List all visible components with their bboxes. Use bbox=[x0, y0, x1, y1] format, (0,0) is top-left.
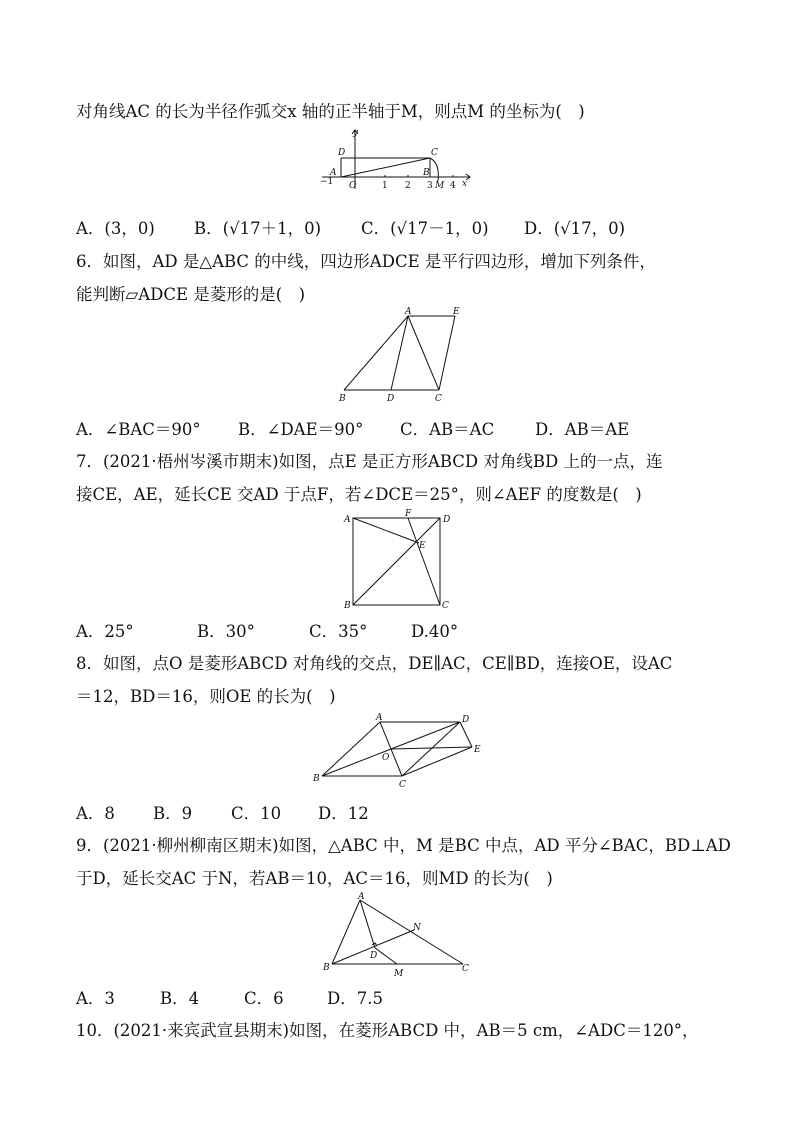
label-y: y bbox=[353, 128, 359, 138]
q8-option-b[interactable]: B．9 bbox=[153, 804, 193, 823]
q5-coordinate-figure bbox=[318, 125, 478, 193]
q7-option-c[interactable]: C．35° bbox=[309, 622, 368, 641]
label-A: A bbox=[376, 713, 383, 723]
label-N: N bbox=[413, 923, 421, 933]
label-B: B bbox=[339, 394, 346, 404]
segment-AD bbox=[360, 900, 375, 948]
label-O: O bbox=[349, 181, 357, 191]
q5-option-c[interactable]: C．(√17－1，0) bbox=[361, 219, 489, 238]
q7-line-2: 接CE，AE，延长CE 交AD 于点F，若∠DCE＝25°，则∠AEF 的度数是( ) bbox=[76, 485, 642, 504]
q7-option-d[interactable]: D.40° bbox=[411, 622, 459, 641]
segment-CF bbox=[408, 518, 440, 605]
tick-2: 2 bbox=[405, 181, 411, 191]
q9-line-1: 9．(2021·柳州柳南区期末)如图，△ABC 中，M 是BC 中点，AD 平分∠BAC，BD⊥AD bbox=[76, 836, 731, 855]
arc-CM bbox=[430, 158, 438, 181]
label-B: B bbox=[323, 963, 330, 973]
label-O: O bbox=[382, 753, 390, 763]
q5-option-d[interactable]: D．(√17，0) bbox=[524, 219, 626, 238]
tick-1: 1 bbox=[382, 181, 388, 191]
label-C: C bbox=[431, 148, 438, 158]
q6-line-1: 6．如图，AD 是△ABC 的中线，四边形ADCE 是平行四边形，增加下列条件， bbox=[76, 252, 656, 271]
label-E: E bbox=[474, 745, 481, 755]
q7-option-b[interactable]: B．30° bbox=[197, 622, 255, 641]
label-D: D bbox=[387, 394, 395, 404]
q8-line-1: 8．如图，点O 是菱形ABCD 对角线的交点，DE∥AC，CE∥BD，连接OE，设AC bbox=[76, 654, 673, 673]
q8-line-2: ＝12，BD＝16，则OE 的长为( ) bbox=[76, 687, 336, 706]
label-D: D bbox=[462, 715, 470, 725]
label-A: A bbox=[358, 892, 365, 902]
segment-AB bbox=[344, 316, 408, 390]
label-D: D bbox=[338, 148, 346, 158]
q9-option-a[interactable]: A．3 bbox=[76, 989, 115, 1008]
tick-3: 3 bbox=[427, 181, 433, 191]
label-B: B bbox=[344, 601, 351, 611]
label-A: A bbox=[330, 168, 337, 178]
q5-option-b[interactable]: B．(√17＋1，0) bbox=[194, 219, 322, 238]
diagonal-BD bbox=[353, 518, 440, 605]
segment-BA bbox=[322, 722, 380, 776]
q8-option-a[interactable]: A．8 bbox=[76, 804, 115, 823]
segment-DE bbox=[460, 722, 472, 747]
q6-line-2: 能判断▱ADCE 是菱形的是( ) bbox=[76, 285, 306, 304]
label-C: C bbox=[442, 601, 449, 611]
q7-option-a[interactable]: A．25° bbox=[76, 622, 134, 641]
q8-rhombus-figure bbox=[310, 710, 490, 792]
label-C: C bbox=[399, 780, 406, 790]
segment-AD bbox=[391, 316, 408, 390]
label-M: M bbox=[435, 181, 445, 191]
q6-option-b[interactable]: B．∠DAE＝90° bbox=[238, 420, 364, 439]
segment-DM bbox=[375, 948, 397, 964]
label-M: M bbox=[394, 969, 404, 979]
q5-stem-line: 对角线AC 的长为半径作弧交x 轴的正半轴于M，则点M 的坐标为( ) bbox=[76, 102, 585, 121]
tick-neg1: −1 bbox=[320, 177, 334, 187]
q9-line-2: 于D，延长交AC 于N，若AB＝10，AC＝16，则MD 的长为( ) bbox=[76, 869, 553, 888]
segment-EC bbox=[439, 316, 455, 390]
segment-EC bbox=[402, 747, 472, 776]
tick-4: 4 bbox=[450, 181, 456, 191]
q9-option-d[interactable]: D．7.5 bbox=[327, 989, 383, 1008]
label-B: B bbox=[423, 168, 430, 178]
label-C: C bbox=[435, 394, 442, 404]
label-C: C bbox=[462, 964, 469, 974]
q7-line-1: 7．(2021·梧州岑溪市期末)如图，点E 是正方形ABCD 对角线BD 上的一点，连 bbox=[76, 452, 663, 471]
q8-option-c[interactable]: C．10 bbox=[231, 804, 282, 823]
label-E: E bbox=[419, 541, 426, 551]
label-A: A bbox=[344, 515, 351, 525]
q9-option-c[interactable]: C．6 bbox=[244, 989, 284, 1008]
q6-option-c[interactable]: C．AB＝AC bbox=[400, 420, 495, 439]
diagonal-AC bbox=[341, 158, 430, 177]
q7-square-figure bbox=[340, 508, 458, 612]
q10-line-1: 10．(2021·来宾武宣县期末)如图，在菱形ABCD 中，AB＝5 cm，∠ADC＝120°， bbox=[76, 1021, 699, 1040]
label-F: F bbox=[405, 509, 412, 519]
label-D: D bbox=[443, 515, 451, 525]
q8-option-d[interactable]: D．12 bbox=[318, 804, 369, 823]
label-D: D bbox=[370, 951, 378, 961]
label-E: E bbox=[453, 307, 460, 317]
q9-option-b[interactable]: B．4 bbox=[160, 989, 200, 1008]
label-A: A bbox=[405, 307, 412, 317]
q6-parallelogram-figure bbox=[335, 306, 470, 404]
q6-option-a[interactable]: A．∠BAC＝90° bbox=[76, 420, 201, 439]
label-x: x bbox=[462, 179, 468, 189]
q9-triangle-figure bbox=[320, 892, 475, 982]
label-B: B bbox=[313, 774, 320, 784]
q5-option-a[interactable]: A．(3，0) bbox=[76, 219, 155, 238]
segment-AC bbox=[408, 316, 439, 390]
q6-option-d[interactable]: D．AB＝AE bbox=[535, 420, 630, 439]
